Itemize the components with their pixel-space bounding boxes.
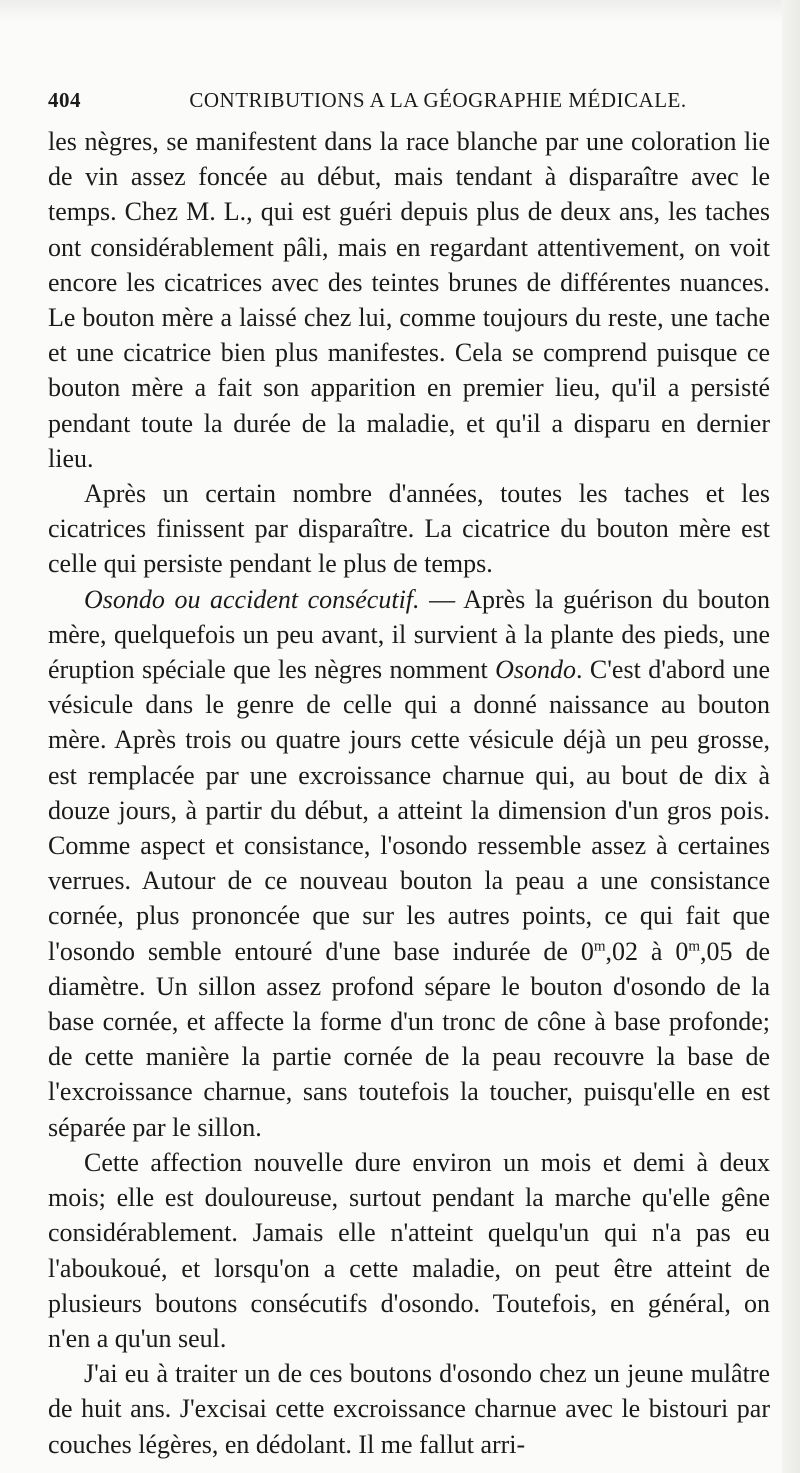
paragraph-3-text-a: — Après la guérison du bouton mère, quelquefois un peu avant, il survient à la plante des pieds, une éruption spéciale que les nègres nomment (48, 584, 771, 685)
page-edge-shadow (782, 0, 800, 1473)
term-osondo: Osondo (495, 655, 577, 685)
page-body (48, 124, 770, 1462)
paragraph-3-text-d: ,05 de diamètre. Un sillon assez profond sépare le bouton d'osondo de la base cornée, et affecte la forme d'un tronc de cône à base profonde; de cette manière la partie cornée de la peau recouvre la base de l'excroissance charnue, sans toutefois la toucher, puisqu'elle en est séparée par le sillon. (48, 936, 770, 1142)
unit-meter-2: m (688, 938, 701, 955)
paragraph-3 (48, 582, 770, 1145)
paragraph-5: J'ai eu à traiter un de ces boutons d'osondo chez un jeune mulâtre de huit ans. J'excisai cette excroissance charnue avec le bistouri par couches légères, en dédolant. Il me fallut arri- (48, 1359, 770, 1459)
section-title-osondo: Osondo ou accident consécutif. (84, 584, 420, 614)
paragraph-3-text-b: . C'est d'abord une vésicule dans le genre de celle qui a donné naissance au bouton mère. Après trois ou quatre jours cette vésicule déjà un peu grosse, est remplacée par une excroissance charnue qui, au bout de dix à douze jours, à partir du début, a atteint la dimension d'un gros pois. Comme aspect et consistance, l'osondo ressemble assez à certaines verrues. Autour de ce nouveau bouton la peau a une consistance cornée, plus prononcée que sur les autres points, ce qui fait que l'osondo semble entouré d'une base indurée de 0 (48, 655, 770, 966)
paragraph-1: les nègres, se manifestent dans la race blanche par une coloration lie de vin assez foncée au début, mais tendant à disparaître avec le temps. Chez M. L., qui est guéri depuis plus de deux ans, les taches ont considérablement pâli, mais en regardant attentivement, on voit encore les cicatrices avec des teintes brunes de différentes nuances. Le bouton mère a laissé chez lui, comme toujours du reste, une tache et une cicatrice bien plus manifestes. Cela se comprend puisque ce bouton mère a fait son apparition en premier lieu, qu'il a persisté pendant toute la durée de la maladie, et qu'il a disparu en dernier lieu. (48, 127, 770, 473)
page-header (48, 88, 766, 118)
page-number: 404 (48, 88, 81, 112)
page-top-shadow (0, 0, 800, 22)
unit-meter-1: m (593, 938, 606, 955)
paragraph-3-text-c: ,02 à 0 (605, 936, 689, 966)
paragraph-4: Cette affection nouvelle dure environ un mois et demi à deux mois; elle est douloureuse, surtout pendant la marche qu'elle gêne considérablement. Jamais elle n'atteint quelqu'un qui n'a pas eu l'aboukoué, et lorsqu'on a cette maladie, on peut être atteint de plusieurs boutons consécutifs d'osondo. Toutefois, en général, on n'en a qu'un seul. (48, 1147, 770, 1353)
paragraph-2: Après un certain nombre d'années, toutes les taches et les cicatrices finissent par disparaître. La cicatrice du bouton mère est celle qui persiste pendant le plus de temps. (48, 479, 770, 579)
running-title: CONTRIBUTIONS A LA GÉOGRAPHIE MÉDICALE. (189, 88, 687, 112)
